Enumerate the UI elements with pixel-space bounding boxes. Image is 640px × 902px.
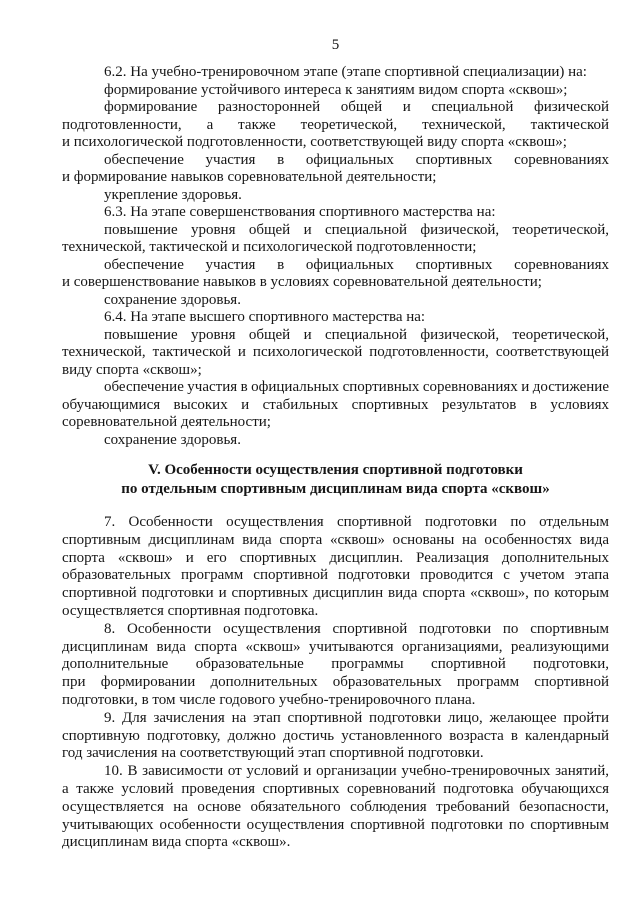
heading-line: V. Особенности осуществления спортивной подготовки [148, 462, 523, 478]
paragraph [62, 99, 609, 152]
paragraph [62, 327, 609, 380]
text-line: формирование устойчивого интереса к занятиям видом спорта «сквош»; [104, 81, 568, 98]
text-line: учитывающих особенности осуществления спортивной подготовки по спортивным [62, 816, 609, 833]
text-line: 6.4. На этапе высшего спортивного мастерства на: [104, 309, 426, 325]
text-line: обеспечение участия в официальных спортивных соревнованиях [104, 256, 609, 273]
text-line: год зачисления на соответствующий этап спортивной подготовки. [62, 745, 484, 762]
body-text-top [62, 64, 609, 449]
text-line: а также условий проведения спортивных соревнований подготовка обучающихся [62, 780, 609, 797]
page-number: 5 [331, 37, 340, 53]
body-text-bottom [62, 514, 609, 852]
text-line: и формирование навыков соревновательной деятельности; [62, 169, 437, 185]
paragraph-8 [62, 621, 609, 710]
paragraph [62, 222, 609, 257]
text-line: сохранение здоровья. [104, 431, 241, 448]
text-line: дисциплинам вида спорта «сквош» учитываются организациями, реализующими [62, 638, 609, 655]
text-line: формирование разносторонней общей и специальной физической [104, 99, 609, 115]
text-line: дополнительные образовательные программы спортивной подготовки, [62, 656, 609, 673]
paragraph [62, 152, 609, 187]
text-line: виду спорта «сквош»; [62, 361, 202, 378]
text-line: при формировании дополнительных образовательных программ спортивной [62, 674, 609, 691]
paragraph-6-4 [62, 309, 609, 327]
text-line: образовательных программ спортивной подготовки проводится с учетом этапа [62, 567, 609, 584]
paragraph-6-2 [62, 64, 609, 82]
text-line: 7. Особенности осуществления спортивной подготовки по отдельным [104, 514, 609, 530]
text-line: соревновательной деятельности; [62, 414, 271, 430]
text-line: повышение уровня общей и специальной физической, теоретической, [104, 221, 609, 238]
paragraph [62, 187, 609, 205]
paragraph [62, 82, 609, 100]
text-line: спортивную подготовку, должно достичь установленного возраста в календарный [62, 727, 609, 744]
text-line: подготовки, в том числе годового учебно-тренировочного плана. [62, 691, 476, 708]
text-line: и психологической подготовленности, соответствующей виду спорта «сквош»; [62, 134, 567, 150]
text-line: 9. Для зачисления на этап спортивной подготовки лицо, желающее пройти [104, 709, 609, 726]
text-line: повышение уровня общей и специальной физической, теоретической, [104, 326, 609, 343]
paragraph [62, 379, 609, 432]
paragraph [62, 432, 609, 450]
text-line: осуществляется спортивная подготовка. [62, 602, 319, 619]
paragraph-9 [62, 710, 609, 763]
text-line: подготовленности, а также теоретической, технической, тактической [62, 116, 609, 133]
text-line: осуществляется на основе обязательного соблюдения требований безопасности, [62, 798, 609, 815]
text-line: и совершенствование навыков в условиях соревновательной деятельности; [62, 274, 542, 290]
paragraph [62, 292, 609, 310]
text-line: дисциплинам вида спорта «сквош». [62, 834, 291, 851]
text-line: технической, тактической и психологической подготовленности; [62, 239, 477, 255]
text-line: 8. Особенности осуществления спортивной подготовки по спортивным [104, 620, 609, 637]
text-line: сохранение здоровья. [104, 291, 241, 308]
text-line: спортивной подготовки и спортивных дисциплин вида спорта «сквош», по которым [62, 585, 609, 602]
paragraph-10 [62, 763, 609, 852]
paragraph-6-3 [62, 204, 609, 222]
text-line: обеспечение участия в официальных спортивных соревнованиях и достижение [104, 379, 609, 395]
paragraph-7 [62, 514, 609, 621]
heading-line: по отдельным спортивным дисциплинам вида спорта «сквош» [121, 481, 550, 497]
text-line: 10. В зависимости от условий и организации учебно-тренировочных занятий, [104, 763, 609, 780]
text-line: обучающимися высоких и стабильных спортивных результатов в условиях [62, 396, 609, 413]
text-line: технической, тактической и психологической подготовленности, соответствующей [62, 344, 609, 360]
text-line: спорта «сквош» и его спортивных дисциплин. Реализация дополнительных [62, 549, 609, 566]
paragraph [62, 257, 609, 292]
text-line: спортивным дисциплинам вида спорта «сквош» основаны на особенностях вида [62, 531, 609, 548]
text-line: 6.3. На этапе совершенствования спортивного мастерства на: [104, 204, 496, 220]
text-line: 6.2. На учебно-тренировочном этапе (этапе спортивной специализации) на: [104, 64, 587, 80]
section-heading [62, 461, 609, 499]
text-line: обеспечение участия в официальных спортивных соревнованиях [104, 151, 609, 168]
text-line: укрепление здоровья. [104, 186, 242, 203]
